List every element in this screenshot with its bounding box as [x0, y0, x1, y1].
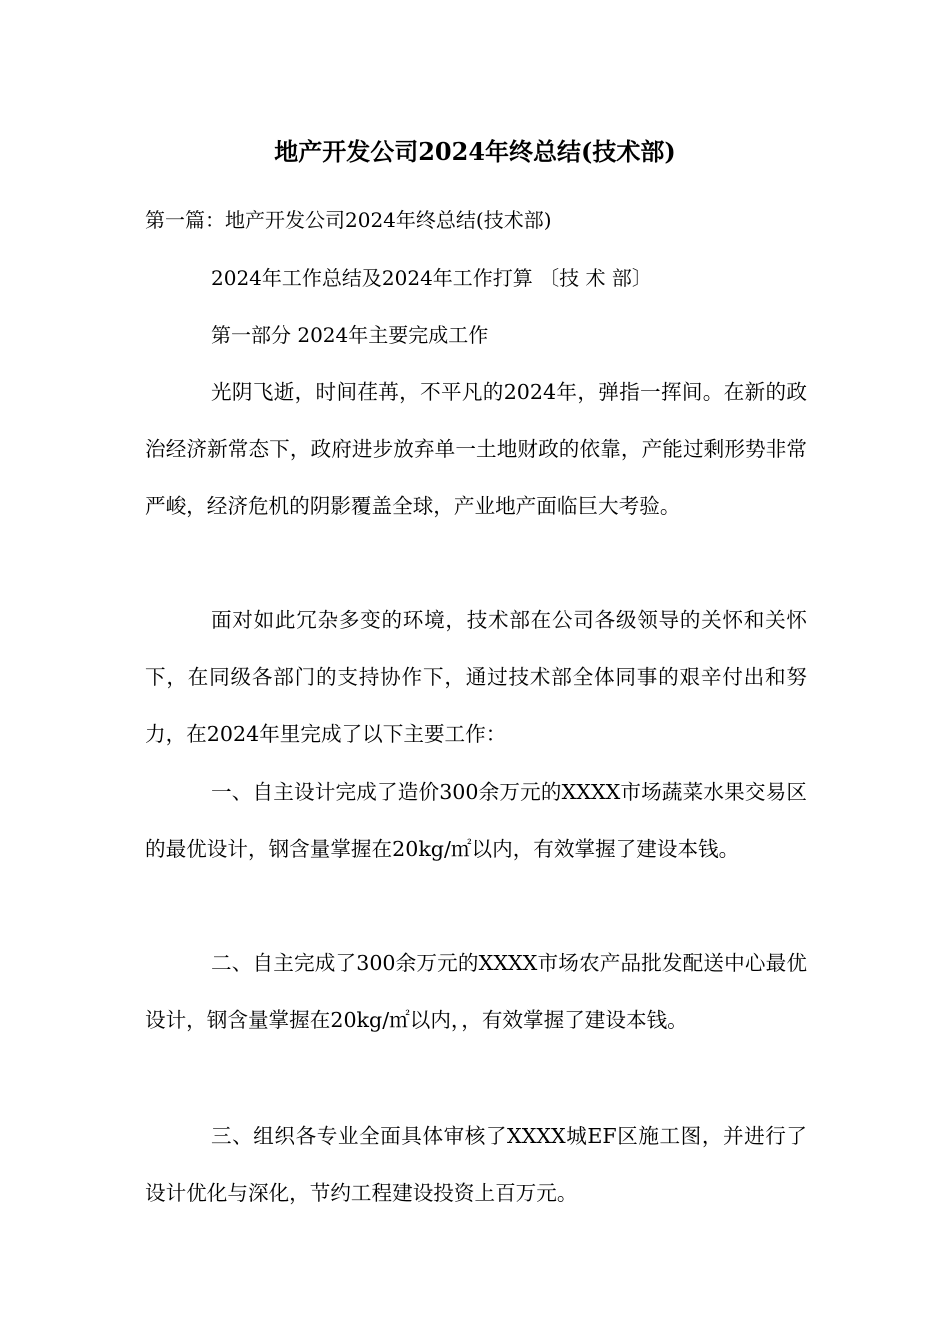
paragraph-item-1: 一、自主设计完成了造价300余万元的XXXX市场蔬菜水果交易区的最优设计，钢含量掌握在20kg/㎡以内，有效掌握了建设本钱。: [145, 780, 807, 861]
paragraph-intro: 光阴飞逝，时间荏苒，不平凡的2024年，弹指一挥间。在新的政治经济新常态下，政府进步放弃单一土地财政的依靠，产能过剩形势非常严峻，经济危机的阴影覆盖全球，产业地产面临巨大考验。: [145, 380, 807, 518]
document-title: 地产开发公司2024年终总结(技术部): [274, 137, 676, 166]
paragraph-item-3: 三、组织各专业全面具体审核了XXXX城EF区施工图，并进行了设计优化与深化，节约工程建设投资上百万元。: [145, 1124, 807, 1205]
chapter-heading: 第一篇：地产开发公司2024年终总结(技术部): [145, 208, 552, 232]
paragraph-context: 面对如此冗杂多变的环境，技术部在公司各级领导的关怀和关怀下，在同级各部门的支持协作下，通过技术部全体同事的艰辛付出和努力，在2024年里完成了以下主要工作：: [145, 608, 807, 746]
paragraph-item-2: 二、自主完成了300余万元的XXXX市场农产品批发配送中心最优设计，钢含量掌握在20kg/㎡以内，，有效掌握了建设本钱。: [145, 951, 807, 1032]
document-subtitle: 2024年工作总结及2024年工作打算 〔技 术 部〕: [211, 266, 652, 290]
part-heading: 第一部分 2024年主要完成工作: [211, 323, 489, 347]
